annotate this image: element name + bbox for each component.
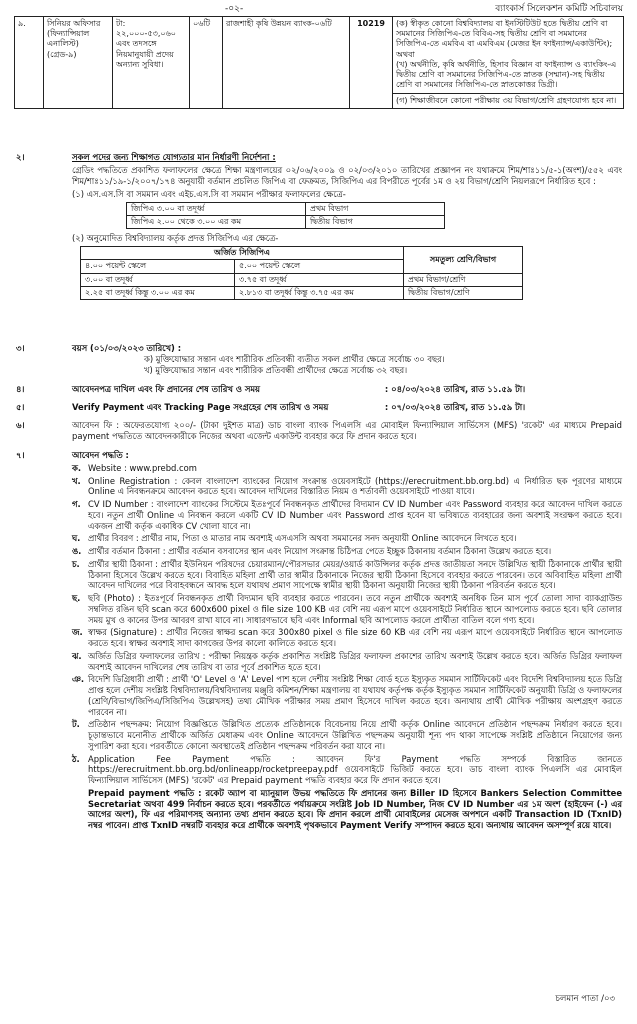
table-cell: দ্বিতীয় বিভাগ: [306, 216, 445, 229]
verify-label: Verify Payment এবং Tracking Page সংগ্রহের শেষ তারিখ ও সময়: [72, 402, 329, 412]
section-2: [16, 152, 622, 300]
item-letter: জ.: [72, 627, 83, 638]
item-letter: ট.: [72, 719, 80, 730]
list-item: [72, 674, 622, 717]
vacancy-cell: ০৬টি: [190, 17, 223, 109]
office-name: ব্যাংকার্স সিলেকশন কমিটি সচিবালয়: [495, 4, 623, 14]
list-item: [72, 546, 622, 557]
item-letter: গ.: [72, 499, 81, 509]
table-cell: জিপিএ ৩.০০ বা তদূর্ধ্ব: [127, 203, 306, 216]
section-title: সকল পদের জন্য শিক্ষাগত যোগ্যতার মান নির্ধারণী নির্দেশনা :: [72, 152, 276, 162]
item-text: CV ID Number : বাংলাদেশ ব্যাংকের সিস্টেমে ইতঃপূর্বে নিবন্ধনকৃত প্রার্থীদের বিদ্যমান CV ID Number এবং Password ব্যবহার করে আবেদন দাখিল করতে হবে। নতুন প্রার্থী Online এ নিবন্ধন করলে একটি CV ID Number এবং Password প্রাপ্ত হবেন যা ভবিষ্যতে ব্যবহারের জন্য অবশ্যই সংরক্ষণ করতে হবে। একজন প্রার্থী কর্তৃক একাধিক CV খোলা যাবে না।: [88, 499, 622, 531]
job-id-cell: 10219: [350, 17, 393, 109]
item-letter: খ.: [72, 475, 81, 486]
item-text: বিদেশি ডিগ্রিধারী প্রার্থী : প্রার্থী 'O' Level ও 'A' Level পাশ হলে দেশীয় সংশ্লিষ্ট শিক্ষা বোর্ড হতে ইস্যুকৃত সমমান সার্টিফিকেট এবং বিদেশি বিশ্ববিদ্যালয় হতে ডিগ্রি প্রাপ্ত হলে দেশীয় সংশ্লিষ্ট বিশ্ববিদ্যালয়/বিশ্ববিদ্যালয় মঞ্জুরি কমিশন/শিক্ষা মন্ত্রণালয় বা যথাযথ কর্তৃপক্ষ কর্তৃক ইস্যুকৃত সমমান সার্টিফিকেট অনুযায়ী ডিগ্রি ও ফলাফলের (শ্রেণি/বিভাগ/জিপিএ/সিজিপিএ উল্লেখসহ) তথ্য মৌখিক পরীক্ষার সময় প্রমাণ হিসেবে দাখিল করতে হবে। অন্যথায় প্রার্থী মৌখিক পরীক্ষায় অংশগ্রহণ করতে পারবেন না।: [88, 674, 622, 717]
age-rule-a: ক) মুক্তিযোদ্ধার সন্তান এবং শারীরিক প্রতিবন্ধী ব্যতীত সকল প্রার্থীর ক্ষেত্রে সর্বোচ্চ ৩০ বছর।: [144, 353, 445, 364]
item-text: স্বাক্ষর (Signature) : প্রার্থীর নিজের স্বাক্ষর scan করে 300x80 pixel ও file size 60 KB এর বেশি নয় এরূপ মাপে ওয়েবসাইটে নির্ধারিত স্থানে আপলোড করতে হবে। স্বাক্ষর অবশ্যই সাদা কাগজের উপর কালো কালিতে করতে হবে।: [88, 627, 622, 648]
table-header: অর্জিত সিজিপিএ: [81, 247, 404, 260]
deadline-label: আবেদনপত্র দাখিল এবং ফি প্রদানের শেষ তারিখ ও সময়: [72, 384, 260, 394]
item-text: প্রার্থীর স্থায়ী ঠিকানা : প্রার্থীর ইউনিয়ন পরিষদের চেয়ারম্যান/পৌরসভার মেয়র/ওয়ার্ড কাউন্সিলর কর্তৃক প্রদত্ত জাতীয়তা সনদে উল্লিখিত স্থায়ী ঠিকানাকে প্রার্থীর স্থায়ী ঠিকানা হিসেবে উল্লেখ করতে হবে। বিবাহিত মহিলা প্রার্থী তার স্বামীর ঠিকানাকে নিজের স্থায়ী ঠিকানা হিসেবে ব্যবহার করতে পারবেন। তবে অবিবাহিত মহিলা প্রার্থী আবেদন দাখিলের পরে বিবাহবন্ধনে আবদ্ধ হলে যথাযথ প্রমাণ সাপেক্ষে স্বামীর স্থায়ী ঠিকানা অনুযায়ী নিজের স্থায়ী ঠিকানা পরিবর্তন করতে হবে।: [88, 558, 622, 591]
section-7: [16, 450, 622, 833]
table-cell: প্রথম বিভাগ/শ্রেণি: [404, 273, 523, 286]
job-table: [14, 16, 624, 109]
section-6: [16, 420, 622, 442]
grade-table-1: [126, 202, 445, 229]
list-item: [72, 593, 622, 625]
post-cell: সিনিয়র অফিসার (ফিন্যান্সিয়াল এনালিস্ট) (গ্রেড-৯): [44, 17, 113, 109]
table-row: [81, 247, 523, 260]
table-row: [127, 216, 445, 229]
list-item: [72, 719, 622, 751]
age-rule-b: খ) মুক্তিযোদ্ধার সন্তান এবং শারীরিক প্রতিবন্ধী প্রার্থীদের ক্ষেত্রে সর্বোচ্চ ৩২ বছর।: [144, 364, 408, 375]
item-letter: ঠ.: [72, 753, 80, 764]
page-number: -০২-: [225, 4, 244, 14]
item-letter: ছ.: [72, 593, 81, 603]
table-cell: ৩.০০ বা তদূর্ধ্ব: [81, 273, 235, 286]
list-item: [72, 754, 622, 786]
pay-cell: টা: ২২,০০০-৫৩,০৬০ এবং তদসঙ্গে নিয়মানুযায়ী প্রদেয় অন্যান্য সুবিধা।: [113, 17, 190, 109]
section-5: [16, 402, 622, 413]
section-4: [16, 384, 622, 395]
table-row: [15, 17, 624, 109]
item-text: প্রতিষ্ঠান পছন্দক্রম: নিয়োগ বিজ্ঞপ্তিতে উল্লিখিত প্রত্যেক প্রতিষ্ঠানকে বিবেচনায় নিয়ে প্রার্থী কর্তৃক Online আবেদনে প্রতিষ্ঠান পছন্দক্রম নির্ধারণ করতে হবে। চূড়ান্তভাবে মনোনীত প্রার্থীকে অর্জিত মেধাক্রম এবং Online আবেদনে উল্লিখিত পছন্দক্রম অনুযায়ী শূন্য পদ থাকা সাপেক্ষে সংশ্লিষ্ট প্রতিষ্ঠানে নিয়োগের জন্য সুপারিশ করা হবে। পরবর্তীতে কোনো অবস্থাতেই প্রতিষ্ঠান পছন্দক্রম পরিবর্তন করা যাবে না।: [88, 719, 622, 751]
item-letter: ক.: [72, 462, 82, 473]
table2-title: (২) অনুমোদিত বিশ্ববিদ্যালয় কর্তৃক প্রদত্ত সিজিপিএ এর ক্ষেত্রে-: [72, 233, 279, 244]
table-cell: ২.২৫ বা তদূর্ধ্ব কিন্তু ৩.০০ এর কম: [81, 286, 235, 299]
qualification-a: (ক) স্বীকৃত কোনো বিশ্ববিদ্যালয় বা ইনস্টিটিউট হতে দ্বিতীয় শ্রেণি বা সমমানের সিজিপিএ-তে বিবিএ-সহ দ্বিতীয় শ্রেণি বা সমমানের সিজিপিএ-তে এমবিএ বা এমবিএম (মেজর ইন ফাইন্যান্স/একাউন্টিং); অথবা: [396, 19, 613, 59]
item-letter: চ.: [72, 558, 80, 569]
table-cell: প্রথম বিভাগ: [306, 203, 445, 216]
section-number: ৪।: [16, 384, 25, 394]
qualification-cell: [393, 17, 624, 109]
table-header: সমতুল্য শ্রেণি/বিভাগ: [404, 247, 523, 273]
table-cell: ৫.০০ পয়েন্ট স্কেলে: [235, 260, 404, 273]
list-item: [72, 651, 622, 673]
section-intro: গ্রেডিং পদ্ধতিতে প্রকাশিত ফলাফলের ক্ষেত্রে শিক্ষা মন্ত্রণালয়ের ০২/০৬/২০০৯ ও ০২/০৩/২০১০ তারিখের প্রজ্ঞাপন নং যথাক্রমে শিম/শাঃ১১/৫-১(অংশ)/৫৫২ এবং শিম/শাঃ১১/১৯-১/২০০৭/১৭৪ অনুযায়ী বর্তমান প্রচলিত জিপিএ বা ফেক্রমত, সিজিপিএ এর বিপরীতে পূর্বের ১ম ও ২য় বিভাগ/শ্রেণি নিয়লরূপে নির্ধারিত হবে :: [72, 164, 622, 186]
application-fee: আবেদন ফি : অফেরতযোগ্য ২০০/- (টাকা দুইশত মাত্র) ডাচ বাংলা ব্যাংক পিএলসি এর মোবাইল ফিন্যান্সিয়াল সার্ভিসেস (MFS) 'রকেট' এর মাধ্যমে Prepaid payment পদ্ধতিতে আবেদনকারীকে নিজের অথবা এজেন্ট একাউন্ট ব্যবহার করে ফি প্রদান করতে হবে।: [72, 420, 622, 441]
section-title: আবেদন পদ্ধতি :: [72, 450, 129, 460]
item-letter: ঘ.: [72, 533, 81, 544]
table-cell: ৩.৭৫ বা তদূর্ধ্ব: [235, 273, 404, 286]
item-text: প্রার্থীর বর্তমান ঠিকানা : প্রার্থীর বর্তমান বসবাসের স্থান এবং নিয়োগ সংক্রান্ত চিঠিপত্র পেতে ইচ্ছুক ঠিকানায় বর্তমান ঠিকানা উল্লেখ করতে হবে।: [88, 546, 552, 556]
item-letter: ঞ.: [72, 674, 85, 685]
item-text: Application Fee Payment পদ্ধতি : আবেদন ফি'র Payment পদ্ধতি সম্পর্কে বিস্তারিত জানতে https://erecruitment.bb.org.bd/onlineapp/rocketpreepay.pdf ওয়েবসাইটে ভিজিট করতে হবে। ডাচ বাংলা ব্যাংক পিএলসি এর মোবাইল ফিন্যান্সিয়াল সার্ভিসেস (MFS) 'রকেট' এর Prepaid payment পদ্ধতি ব্যবহার করে ফি প্রদান করতে হবে।: [88, 753, 622, 785]
qualification-c: (গ) শিক্ষাজীবনে কোনো পরীক্ষায় ৩য় বিভাগ/শ্রেণি গ্রহণযোগ্য হবে না।: [393, 93, 623, 106]
item-letter: ঝ.: [72, 650, 82, 661]
list-item: [72, 627, 622, 649]
section-number: ৬।: [16, 420, 25, 430]
bank-cell: রাজশাহী কৃষি উন্নয়ন ব্যাংক-০৬টি: [223, 17, 350, 109]
table-cell: দ্বিতীয় বিভাগ/শ্রেণি: [404, 286, 523, 299]
list-item: [72, 463, 622, 474]
item-text: প্রার্থীর বিবরণ : প্রার্থীর নাম, পিতা ও মাতার নাম অবশ্যই এসএসসি অথবা সমমানের সনদ অনুযায়ী Online আবেদনে লিখতে হবে।: [88, 533, 517, 544]
section-3: [16, 343, 622, 375]
table1-title: (১) এস.এস.সি বা সমমান এবং এইচ.এস.সি বা সমমান পরীক্ষার ফলাফলের ক্ষেত্রে-: [72, 189, 346, 200]
prepaid-payment: Prepaid payment পদ্ধতি : রকেট অ্যাপ বা ম্যানুয়াল উভয় পদ্ধতিতে ফি প্রদানের জন্য Biller ID হিসেবে Bankers Selection Committee Secretariat অথবা 499 নির্বাচন করতে হবে। পরবর্তীতে পর্যায়ক্রমে সংশ্লিষ্ট Job ID Number, নিজ CV ID Number এর ১ম অংশ (হাইফেন (-) এর আগের অংশ), ফি এর পরিমাণসহ অন্যান্য তথ্য প্রদান করতে হবে। ফি প্রদান করলে প্রার্থী মোবাইলের মেসেজ অপশনে একটি Transaction ID (TxnID) নম্বর পাবেন। প্রাপ্ত TxnID নম্বরটি ব্যবহার করে প্রার্থীকে অবশ্যই পৃথকভাবে Payment Verify সম্পাদন করতে হবে। অন্যথায় আবেদন অসম্পূর্ণ রয়ে যাবে।: [88, 787, 622, 830]
item-text: ছবি (Photo) : ইতঃপূর্বে নিবন্ধনকৃত প্রার্থী বিদ্যমান ছবি ব্যবহার করতে পারবেন। তবে নতুন প্রার্থীকে অবশ্যই অনধিক তিন মাস পূর্বে তোলা সাদা ব্যাকগ্রাউন্ড সম্বলিত রঙিন ছবি scan করে 600x600 pixel ও file size 100 KB এর বেশি নয় এরূপ মাপে ওয়েবসাইটে নির্ধারিত স্থানে আপলোড করতে হবে। ছবি তোলার সময় মুখ ও কানের উপর আবরণ রাখা যাবে না। সাধারণভাবে ছবি এবং Informal ছবি আপলোড করলে প্রার্থীতা বাতিল বলে গণ্য হবে।: [88, 593, 622, 625]
item-text: Online Registration : কেবল বাংলাদেশ ব্যাংকের নিয়োগ সংক্রান্ত ওয়েবসাইটে (https://erecruitment.bb.org.bd) এ নির্ধারিত ছক পূরণের মাধ্যমে Online এ নিবন্ধনক্রমে আবেদন করতে হবে। আবেদন দাখিলের বিস্তারিত নিয়ম ও শর্তাবলী ওয়েবসাইটে পাওয়া যাবে।: [88, 475, 622, 497]
item-text: অর্জিত ডিগ্রির ফলাফলের তারিখ : পরীক্ষা নিয়ন্ত্রক কর্তৃক প্রকাশিত সংশ্লিষ্ট ডিগ্রির ফলাফল প্রকাশের তারিখ অবশ্যই উল্লেখ করতে হবে। অর্জিত ডিগ্রির ফলাফল অবশ্যই আবেদন দাখিলের শেষ তারিখ বা তার পূর্বে প্রকাশিত হতে হবে।: [88, 650, 622, 672]
section-title: বয়স (০১/০৩/২০২৩ তারিখে) :: [72, 343, 182, 353]
table-row: [81, 273, 523, 286]
item-letter: ঙ.: [72, 546, 82, 556]
table-row: [127, 203, 445, 216]
table-cell: ৪.০০ পয়েন্ট স্কেলে: [81, 260, 235, 273]
table-row: [81, 286, 523, 299]
list-item: [72, 499, 622, 531]
list-item: [72, 476, 622, 498]
verify-value: : ০৭/০৩/২০২৪ তারিখ, রাত ১১.৫৯ টা।: [384, 402, 526, 412]
section-number: ৩।: [16, 343, 25, 353]
serial-cell: ৯.: [15, 17, 44, 109]
table-cell: ২.৮১৩ বা তদূর্ধ্ব কিন্তু ৩.৭৫ এর কম: [235, 286, 404, 299]
item-text: Website : www.prebd.com: [88, 462, 197, 473]
table-cell: জিপিএ ২.০০ থেকে ৩.০০ এর কম: [127, 216, 306, 229]
section-number: ৫।: [16, 402, 25, 412]
section-number: ৭।: [16, 450, 25, 460]
section-number: ২।: [16, 152, 25, 162]
list-item: [72, 559, 622, 591]
continued-page-note: চলমান পাতা /০৩: [555, 994, 615, 1004]
qualification-b: (খ) অর্থনীতি, কৃষি অর্থনীতি, হিসাব বিজ্ঞান বা ফাইন্যান্স ও ব্যাংকিং-এ দ্বিতীয় শ্রেণি বা সমমানের সিজিপিএ-তে স্নাতক (সম্মান)-সহ দ্বিতীয় শ্রেণি বা সমমানের সিজিপিএ-তে স্নাতকোত্তর ডিগ্রী।: [396, 59, 617, 90]
grade-table-2: [80, 246, 523, 300]
list-item: [72, 533, 622, 544]
deadline-value: : ০৪/০৩/২০২৪ তারিখ, রাত ১১.৫৯ টা।: [384, 384, 526, 394]
